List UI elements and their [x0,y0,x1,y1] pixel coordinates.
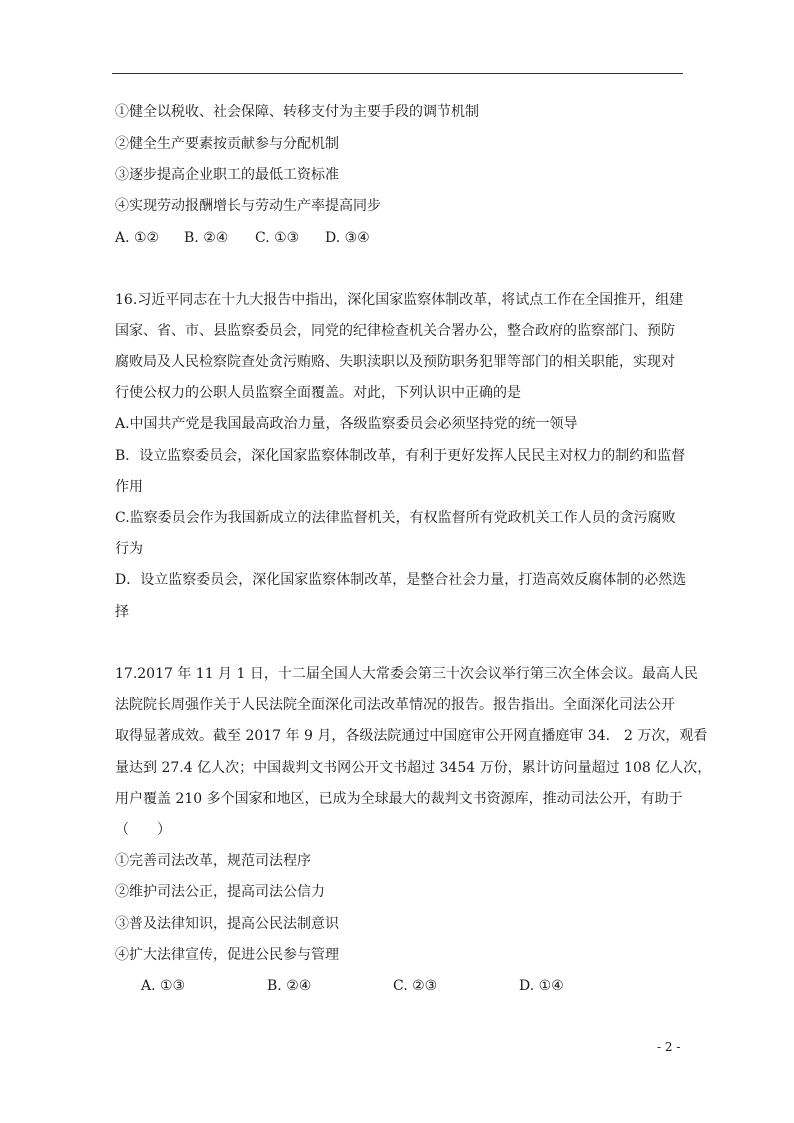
q17-options [141,976,564,996]
header-rule [112,73,683,74]
q17-stem-line-2: 法院院长周强作关于人民法院全面深化司法改革情况的报告。报告指出。全面深化司法公开 [115,697,675,713]
q15-item-3: ③逐步提高企业职工的最低工资标准 [115,167,339,183]
q16-choice-d-cont: 择 [115,604,129,620]
q16-stem-line-1: 16.习近平同志在十九大报告中指出，深化国家监察体制改革，将试点工作在全国推开，组建 [115,292,684,308]
q15-option-c[interactable]: C. ①③ [255,230,300,246]
q17-option-d[interactable]: D. ①④ [519,978,564,994]
q15-item-4: ④实现劳动报酬增长与劳动生产率提高同步 [115,198,381,214]
q17-item-4: ④扩大法律宣传，促进公民参与管理 [115,947,339,963]
q15-item-2: ②健全生产要素按贡献参与分配机制 [115,136,339,152]
q16-stem-line-2: 国家、省、市、县监察委员会，同党的纪律检查机关合署办公，整合政府的监察部门、预防 [115,323,675,339]
q15-option-a[interactable]: A. ①② [115,230,160,246]
q17-item-1: ①完善司法改革，规范司法程序 [115,853,311,869]
q16-choice-c[interactable]: C.监察委员会作为我国新成立的法律监督机关，有权监督所有党政机关工作人员的贪污腐败 [115,510,676,526]
q16-choice-b-cont: 作用 [115,479,143,495]
q15-option-b[interactable]: B. ②④ [184,230,229,246]
q16-choice-b[interactable]: B．设立监察委员会，深化国家监察体制改革，有利于更好发挥人民民主对权力的制约和监督 [115,448,686,464]
q16-stem-line-3: 腐败局及人民检察院查处贪污贿赂、失职渎职以及预防职务犯罪等部门的相关职能，实现对 [115,354,675,370]
q17-stem-line-3: 取得显著成效。截至 2017 年 9 月，各级法院通过中国庭审公开网直播庭审 34． 2 万次，观看 [115,728,708,744]
q16-stem-line-4: 行使公权力的公职人员监察全面覆盖。对此，下列认识中正确的是 [115,385,521,401]
q17-option-c[interactable]: C. ②③ [393,978,438,994]
q17-stem-line-1: 17.2017 年 11 月 1 日，十二届全国人大常委会第三十次会议举行第三次全体会议。最高人民 [115,666,698,682]
q16-choice-d[interactable]: D．设立监察委员会，深化国家监察体制改革，是整合社会力量，打造高效反腐体制的必然选 [115,572,687,588]
q17-option-a[interactable]: A. ①③ [141,978,186,994]
q16-choice-a[interactable]: A.中国共产党是我国最高政治力量，各级监察委员会必须坚持党的统一领导 [115,416,578,432]
q15-item-1: ①健全以税收、社会保障、转移支付为主要手段的调节机制 [115,104,479,120]
q17-option-b[interactable]: B. ②④ [267,978,312,994]
q15-option-d[interactable]: D. ③④ [325,230,370,246]
q17-answer-blank: （ ） [115,822,171,838]
q17-item-2: ②维护司法公正，提高司法公信力 [115,884,325,900]
q17-stem-line-4: 量达到 27.4 亿人次；中国裁判文书网公开文书超过 3454 万份，累计访问量超过 108 亿人次， [115,760,712,776]
q17-item-3: ③普及法律知识，提高公民法制意识 [115,916,339,932]
page-number: - 2 - [657,1040,681,1054]
q16-choice-c-cont: 行为 [115,541,143,557]
q15-options [115,228,370,248]
q17-stem-line-5: 用户覆盖 210 多个国家和地区，已成为全球最大的裁判文书资源库，推动司法公开，有助于 [115,791,683,807]
